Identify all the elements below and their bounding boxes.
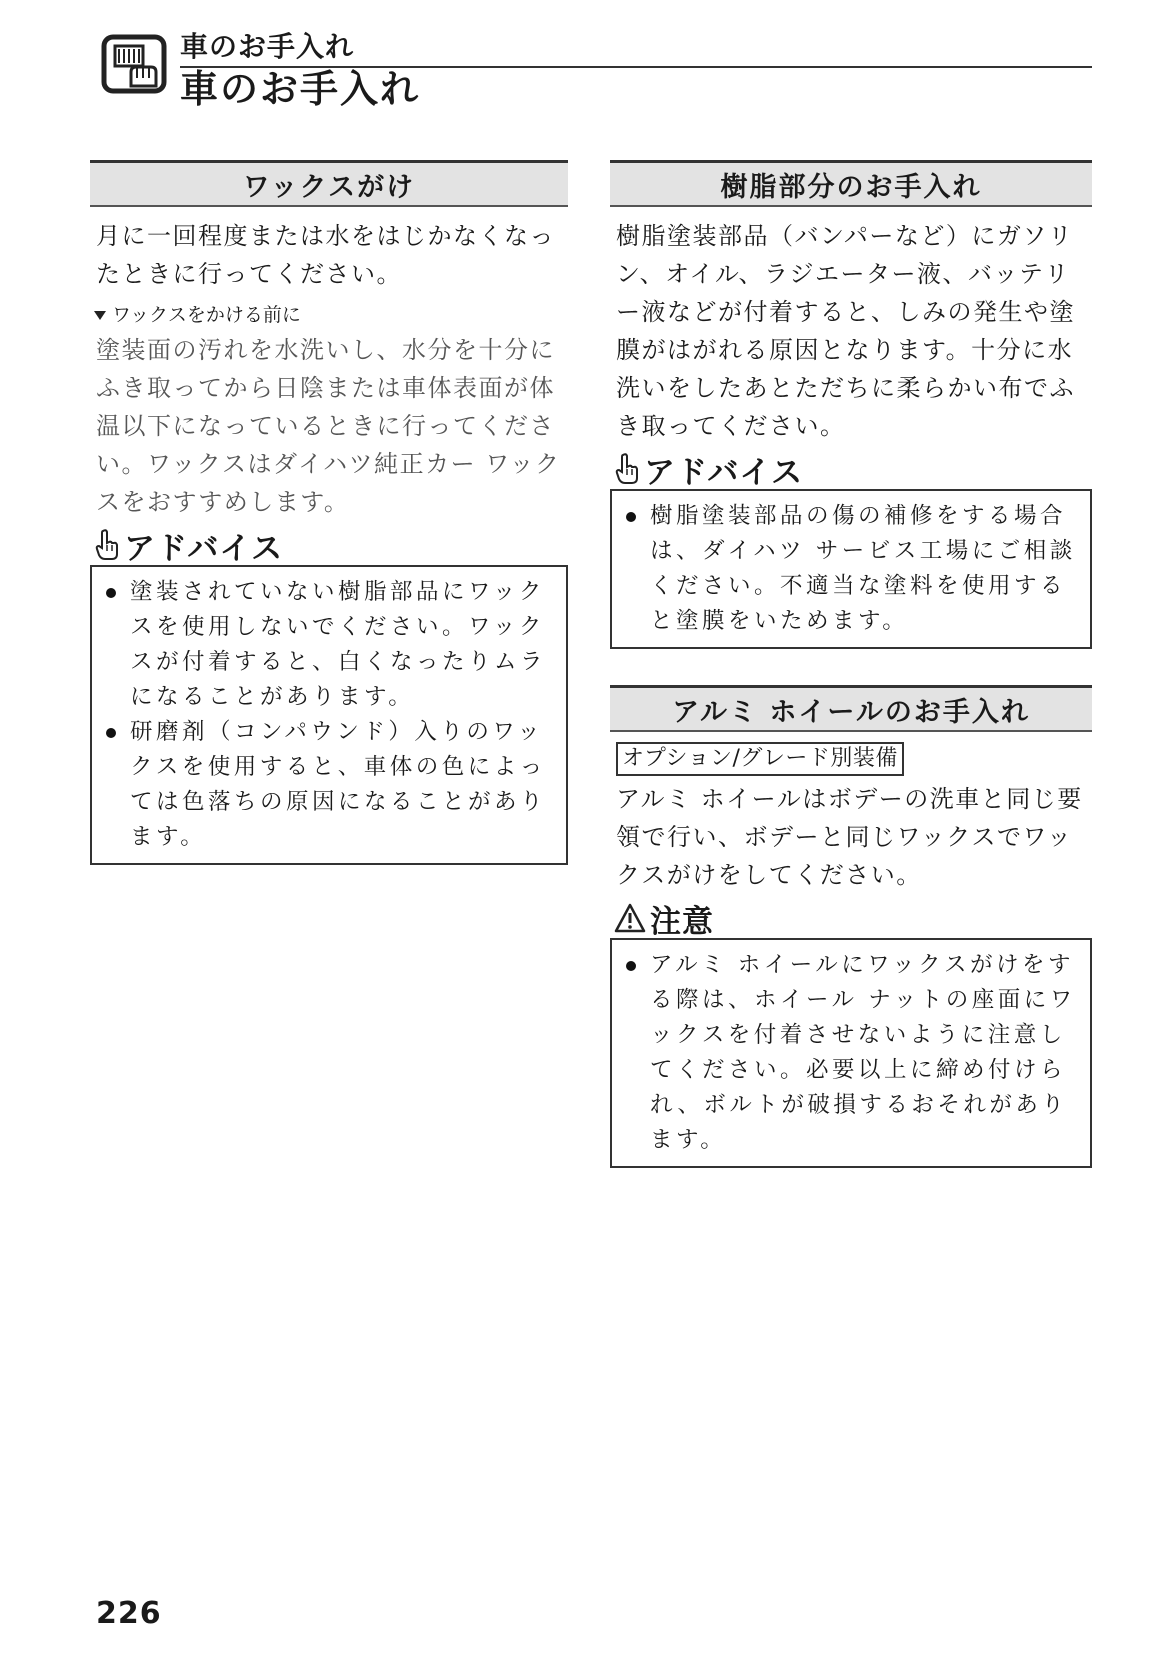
bullet-icon	[626, 961, 636, 971]
list-item: 研磨剤（コンパウンド）入りのワックスを使用すると、車体の色によっては色落ちの原因になることがあります。	[100, 715, 556, 855]
option-tag: オプション/グレード別装備	[616, 742, 904, 776]
waxing-subhead-label: ワックスをかける前に	[112, 304, 301, 326]
waxing-intro: 月に一回程度または水をはじかなくなったときに行ってください。	[96, 222, 555, 288]
resin-body: 樹脂塗装部品（バンパーなど）にガソリン、オイル、ラジエーター液、バッテリー液などが付着すると、しみの発生や塗膜がはがれる原因となります。十分に水洗いをしたあとただちに柔らかい布でふき取ってください。	[616, 222, 1075, 440]
bullet-icon	[106, 728, 116, 738]
section-title-alloy-wheel: アルミ ホイールのお手入れ	[610, 685, 1092, 732]
car-care-icon	[101, 34, 167, 94]
caution-title: 注意	[650, 903, 714, 940]
alloy-wheel-body: アルミ ホイールはボデーの洗車と同じ要領で行い、ボデーと同じワックスでワックスがけをしてください。	[616, 785, 1083, 889]
advice-title: アドバイス	[124, 530, 284, 567]
caution-heading	[614, 898, 1092, 938]
chapter-title-small: 車のお手入れ	[180, 30, 355, 63]
triangle-down-icon	[94, 311, 106, 320]
list-item: アルミ ホイールにワックスがけをする際は、ホイール ナットの座面にワックスを付着させないように注意してください。必要以上に締め付けられ、ボルトが破損するおそれがあります。	[620, 948, 1080, 1158]
pointing-hand-icon	[94, 529, 120, 561]
advice-heading	[94, 525, 568, 565]
advice-heading	[614, 449, 1092, 489]
advice-title: アドバイス	[644, 454, 804, 491]
warning-triangle-icon	[614, 903, 646, 933]
right-column	[610, 160, 1092, 1168]
list-item: 塗装されていない樹脂部品にワックスを使用しないでください。ワックスが付着すると、白くなったりムラになることがあります。	[100, 575, 556, 715]
chapter-title: 車のお手入れ	[180, 67, 421, 111]
section-title-resin: 樹脂部分のお手入れ	[610, 160, 1092, 207]
left-column	[90, 160, 568, 865]
page-number: 226	[96, 1596, 162, 1631]
waxing-body: 塗装面の汚れを水洗いし、水分を十分にふき取ってから日陰または車体表面が体温以下になっているときに行ってください。ワックスはダイハツ純正カー ワックスをおすすめします。	[96, 336, 561, 516]
advice-box	[90, 565, 568, 865]
pointing-hand-icon	[614, 453, 640, 485]
advice-box	[610, 489, 1092, 649]
bullet-icon	[626, 512, 636, 522]
list-item: 樹脂塗装部品の傷の補修をする場合は、ダイハツ サービス工場にご相談ください。不適当な塗料を使用すると塗膜をいためます。	[620, 499, 1080, 639]
bullet-icon	[106, 588, 116, 598]
caution-box	[610, 938, 1092, 1168]
section-title-waxing: ワックスがけ	[90, 160, 568, 207]
waxing-subhead	[94, 301, 568, 329]
